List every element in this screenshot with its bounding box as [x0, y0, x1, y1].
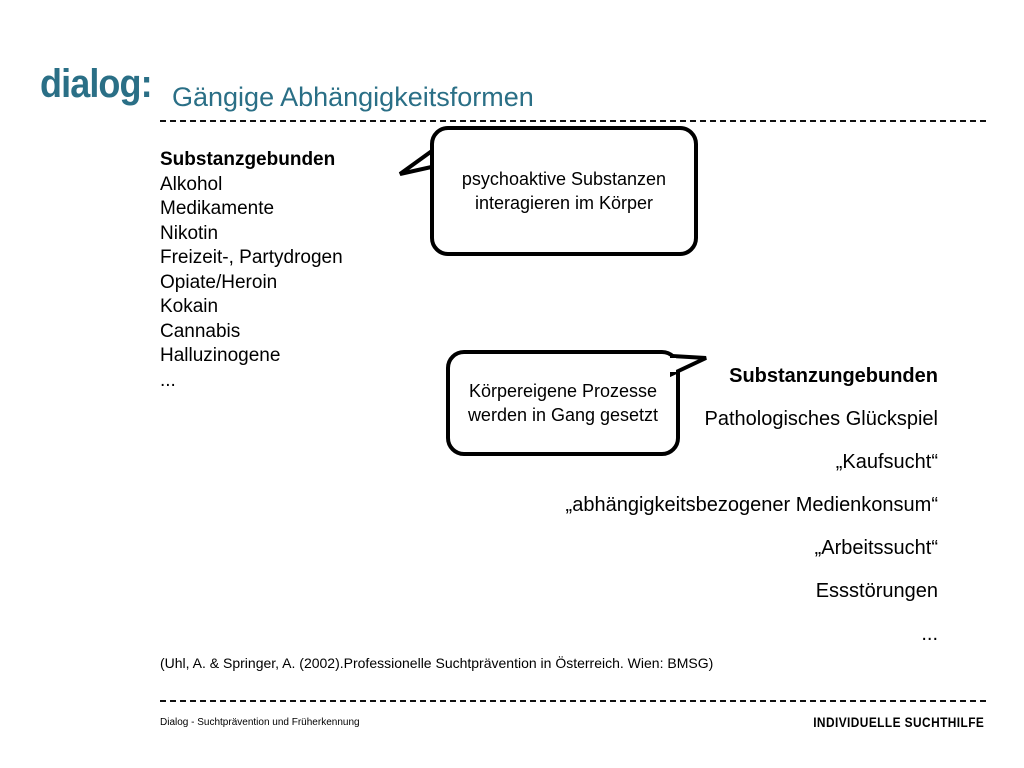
bubble-text: psychoaktive Substanzen interagieren im Körper	[461, 169, 667, 213]
list-item: Opiate/Heroin	[160, 271, 278, 293]
speech-bubble-substance	[430, 126, 698, 256]
footer-left-text: Dialog - Suchtprävention und Früherkennung	[160, 717, 360, 728]
list-item: „Arbeitssucht“	[814, 537, 938, 559]
top-divider	[160, 120, 986, 122]
dialog-logo: dialog:	[40, 62, 152, 106]
bottom-divider	[160, 700, 986, 702]
list-item: ...	[160, 369, 176, 391]
list-item: Pathologisches Glückspiel	[704, 408, 938, 430]
citation: (Uhl, A. & Springer, A. (2002).Professionelle Suchtprävention in Österreich. Wien: BMSG)	[160, 655, 714, 671]
bubble-tail-2	[670, 352, 710, 382]
list-item: Nikotin	[160, 222, 219, 244]
list-item: „abhängigkeitsbezogener Medienkonsum“	[565, 494, 938, 516]
list-item: Freizeit-, Partydrogen	[160, 247, 343, 268]
bubble-text: Körpereigene Prozesse werden in Gang gesetzt	[467, 381, 659, 425]
list-item: Cannabis	[160, 320, 241, 342]
substance-bound-list	[160, 148, 343, 393]
page-title: Gängige Abhängigkeitsformen	[172, 82, 534, 112]
list-item: Essstörungen	[815, 580, 938, 602]
list-item: Halluzinogene	[160, 345, 281, 366]
list-item: „Kaufsucht“	[835, 451, 938, 473]
list-item: ...	[921, 623, 938, 645]
footer-brand: INDIVIDUELLE SUCHTHILFE	[812, 714, 984, 730]
list-item: Medikamente	[160, 198, 275, 219]
speech-bubble-non-substance	[446, 350, 680, 456]
list-item: Kokain	[160, 296, 219, 317]
substance-unbound-heading: Substanzungebunden	[729, 365, 938, 387]
substance-bound-heading: Substanzgebunden	[160, 149, 336, 170]
list-item: Alkohol	[160, 173, 223, 195]
